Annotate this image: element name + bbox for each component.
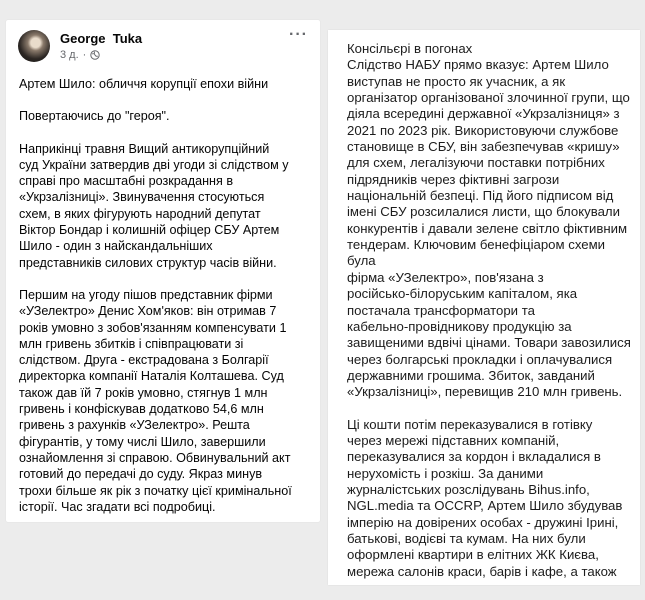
author-name[interactable]: George Tuka [60,31,143,46]
post-body [19,76,315,515]
post-paragraph: Слідство НАБУ прямо вказує: Артем Шило виступав не просто як учасник, а як організатор організованої злочинної групи, що діяла всередині державної «Укрзалізниця» з 2021 по 2023 рік. Використовуючи службове становище в СБУ, він забезпечував «кришу» для схем, легалізуючи поставки потрібних підрядників через фіктивні загрози національній безпеці. Під його підписом від імені СБУ розсилалися листи, що блокували конкурентів і давали зелене світло фіктивним тендерам. Ключовим бенефіціаром схеми була фірма «УЗелектро», пов'язана з російсько-білоруським капіталом, яка постачала трансформатори та кабельно-провідникову продукцію за завищеними вдвічі цінами. Товари завозилися через болгарські прокладки і оплачувалися державними грошима. Збиток, завданий «Укрзалізниці», перевищив 210 млн гривень. [347,57,631,400]
more-options-icon[interactable]: ··· [289,26,308,43]
post-paragraph: Наприкінці травня Вищий антикорупційний суд України затвердив дві угоди зі слідством у справі про масштабні розкрадання в «Укрзалізниці». Звинувачення стосуються схем, в яких фігурують народний депутат Віктор Бондар і колишній офіцер СБУ Артем Шило - один з найскандальніших представників силових структур часів війни. [19,141,289,270]
post-paragraph: Першим на угоду пішов представник фірми «УЗелектро» Денис Хом'яков: він отримав 7 років умовно з зобов'язанням компенсувати 1 млн гривень збитків і співпрацювати зі слідством. Друга - екстрадована з Болгарії директорка компанії Наталія Колташева. Суд також дав їй 7 років умовно, стягнув 1 млн гривень і конфіскував додатково 54,6 млн гривень з рахунків «УЗелектро». Решта фігурантів, у тому числі Шило, завершили ознайомлення зі справою. Обвинувальний акт готовий до передачі до суду. Якраз минув трохи більше як рік з початку цієї кримінальної історії. Час згадати всі подробиці. [19,287,292,514]
post-title: Артем Шило: обличчя корупції епохи війни [19,77,269,91]
post-meta [60,49,100,61]
post-subtitle: Повертаючись до "героя". [19,109,170,124]
author-avatar[interactable] [18,30,50,62]
dot-separator: · [82,49,87,61]
facebook-post-card [6,20,320,522]
post-continuation-card [328,30,640,585]
post-paragraph: Ці кошти потім переказувалися в готівку через мережі підставних компаній, переказувалися за кордон і вкладалися в нерухомість і розкіш. За даними журналістських розслідувань Bihus.info, NGL.media та OCCRP, Артем Шило збудував імперію на довірених особах - дружині Ірині, батькові, водієві та кумам. На них були оформлені квартири в елітних ЖК Києва, мережа салонів краси, барів і кафе, а також [347,416,623,579]
globe-icon [90,50,100,60]
section-heading: Консільєрі в погонах [347,41,473,56]
post-continuation-body [347,41,633,580]
post-timestamp[interactable]: 3 д. [60,49,79,61]
